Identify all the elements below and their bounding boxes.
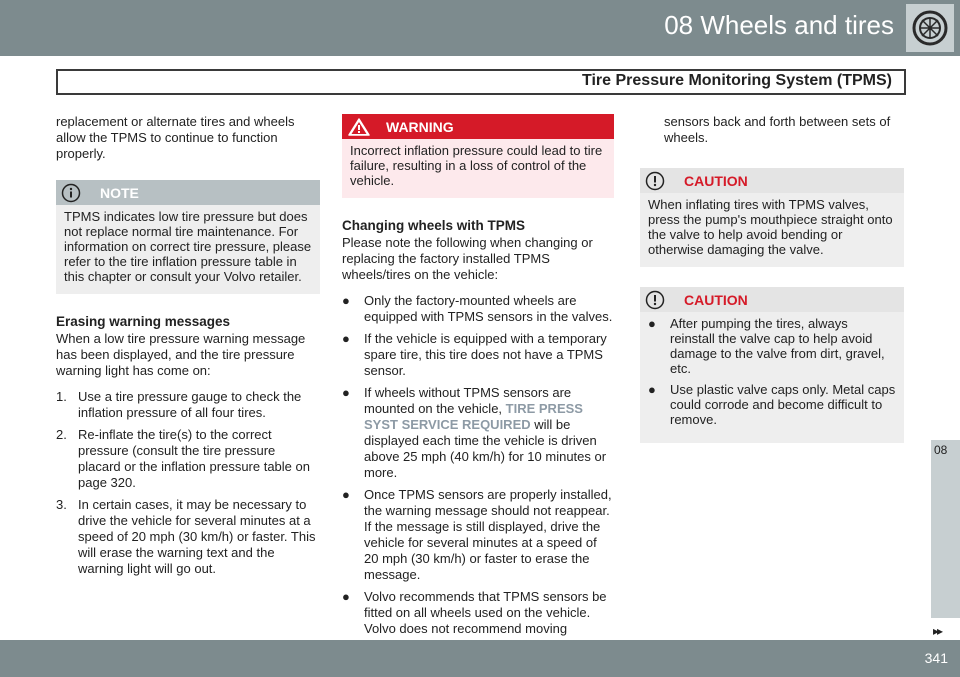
chapter-side-tab bbox=[931, 440, 960, 618]
list-item bbox=[648, 316, 896, 376]
step-text: Re-inflate the tire(s) to the correct pressure (consult the tire pressure placard or the inflation pressure table on page 320. bbox=[78, 427, 310, 490]
note-label: NOTE bbox=[100, 185, 139, 201]
bullet-text: If the vehicle is equipped with a temporary spare tire, this tire does not have a TPMS sensor. bbox=[364, 331, 607, 378]
note-text: TPMS indicates low tire pressure but does not replace normal tire maintenance. For information on correct tire pressure, please refer to the tire inflation pressure table in this chapter or consult your Volvo retailer. bbox=[64, 209, 312, 284]
continuation-paragraph: sensors back and forth between sets of wheels. bbox=[664, 114, 891, 145]
next-page-arrows-icon: ▸▸ bbox=[933, 624, 942, 638]
steps-list bbox=[56, 389, 320, 577]
column-left bbox=[56, 114, 320, 587]
chapter-header bbox=[0, 0, 960, 56]
column-right bbox=[640, 114, 904, 463]
page-number: 341 bbox=[924, 650, 948, 666]
chapter-title: 08 Wheels and tires bbox=[664, 10, 894, 40]
list-item bbox=[342, 331, 614, 379]
step-number: 2. bbox=[56, 427, 67, 442]
intro-paragraph: replacement or alternate tires and wheels allow the TPMS to continue to function properly. bbox=[56, 114, 295, 161]
step-text: In certain cases, it may be necessary to drive the vehicle for several minutes at a speed of 20 mph (30 km/h) or faster. This will erase the warning text and the warning light will go out. bbox=[78, 497, 316, 576]
bullet-icon: ● bbox=[648, 382, 656, 397]
bullet-text: will be displayed each time the vehicle is driven above 25 mph (40 km/h) for 10 minutes or more. bbox=[364, 417, 607, 480]
step-number: 3. bbox=[56, 497, 67, 512]
caution-body bbox=[640, 312, 904, 443]
bullet-list bbox=[342, 293, 614, 637]
bullet-icon: ● bbox=[342, 293, 350, 308]
bullet-icon: ● bbox=[342, 385, 350, 400]
info-icon bbox=[61, 183, 81, 207]
warning-triangle-icon bbox=[347, 117, 371, 141]
step-text: Use a tire pressure gauge to check the inflation pressure of all four tires. bbox=[78, 389, 302, 420]
bullet-text: Use plastic valve caps only. Metal caps could corrode and become difficult to remove. bbox=[670, 382, 896, 427]
caution-label: CAUTION bbox=[684, 292, 748, 308]
section-heading: Changing wheels with TPMS bbox=[342, 218, 526, 233]
step-number: 1. bbox=[56, 389, 67, 404]
bullet-text: Volvo recommends that TPMS sensors be fitted on all wheels used on the vehicle. Volvo does not recommend moving bbox=[364, 589, 607, 636]
list-item bbox=[648, 382, 896, 427]
caution-box bbox=[640, 168, 904, 267]
caution-list bbox=[648, 316, 896, 427]
list-item bbox=[342, 293, 614, 325]
list-item bbox=[342, 487, 614, 583]
section-paragraph: When a low tire pressure warning message has been displayed, and the tire pressure warning light has come on: bbox=[56, 331, 306, 378]
caution-icon bbox=[645, 171, 665, 195]
note-box bbox=[56, 180, 320, 294]
warning-header bbox=[342, 114, 614, 139]
bullet-icon: ● bbox=[342, 589, 350, 604]
list-item bbox=[56, 427, 320, 491]
bullet-icon: ● bbox=[342, 487, 350, 502]
section-bar bbox=[56, 69, 906, 95]
list-item bbox=[56, 497, 320, 577]
section-heading: Erasing warning messages bbox=[56, 314, 231, 329]
column-middle bbox=[342, 114, 614, 647]
list-item bbox=[56, 389, 320, 421]
note-header bbox=[56, 180, 320, 205]
list-item bbox=[342, 589, 614, 637]
bullet-text: After pumping the tires, always reinstall the valve cap to help avoid damage to the valve from dirt, gravel, etc. bbox=[670, 316, 885, 376]
warning-text: Incorrect inflation pressure could lead to tire failure, resulting in a loss of control of the vehicle. bbox=[350, 143, 603, 188]
warning-label: WARNING bbox=[386, 119, 454, 135]
side-tab-label: 08 bbox=[934, 443, 948, 457]
tire-icon bbox=[906, 4, 954, 52]
caution-header bbox=[640, 168, 904, 193]
bullet-text: Only the factory-mounted wheels are equipped with TPMS sensors in the valves. bbox=[364, 293, 613, 324]
bullet-icon: ● bbox=[648, 316, 656, 331]
display-message: TIRE PRESS SYST SERVICE REQUIRED bbox=[364, 401, 583, 432]
page-footer bbox=[0, 640, 960, 677]
caution-text: When inflating tires with TPMS valves, press the pump's mouthpiece straight onto the valve to help avoid bending or otherwise damaging the valve. bbox=[648, 197, 893, 257]
caution-header bbox=[640, 287, 904, 312]
section-title: Tire Pressure Monitoring System (TPMS) bbox=[582, 72, 892, 89]
section-paragraph: Please note the following when changing or replacing the factory installed TPMS wheels/tires on the vehicle: bbox=[342, 235, 593, 282]
bullet-icon: ● bbox=[342, 331, 350, 346]
caution-icon bbox=[645, 290, 665, 314]
caution-box bbox=[640, 287, 904, 443]
bullet-text: Once TPMS sensors are properly installed, the warning message should not reappear. If the message is still displayed, drive the vehicle for several minutes at a speed of 20 mph (30 km/h) or faster to erase the message. bbox=[364, 487, 612, 582]
list-item bbox=[342, 385, 614, 481]
caution-label: CAUTION bbox=[684, 173, 748, 189]
warning-box bbox=[342, 114, 614, 198]
bullet-text: If wheels without TPMS sensors are mounted on the vehicle, bbox=[364, 385, 572, 416]
